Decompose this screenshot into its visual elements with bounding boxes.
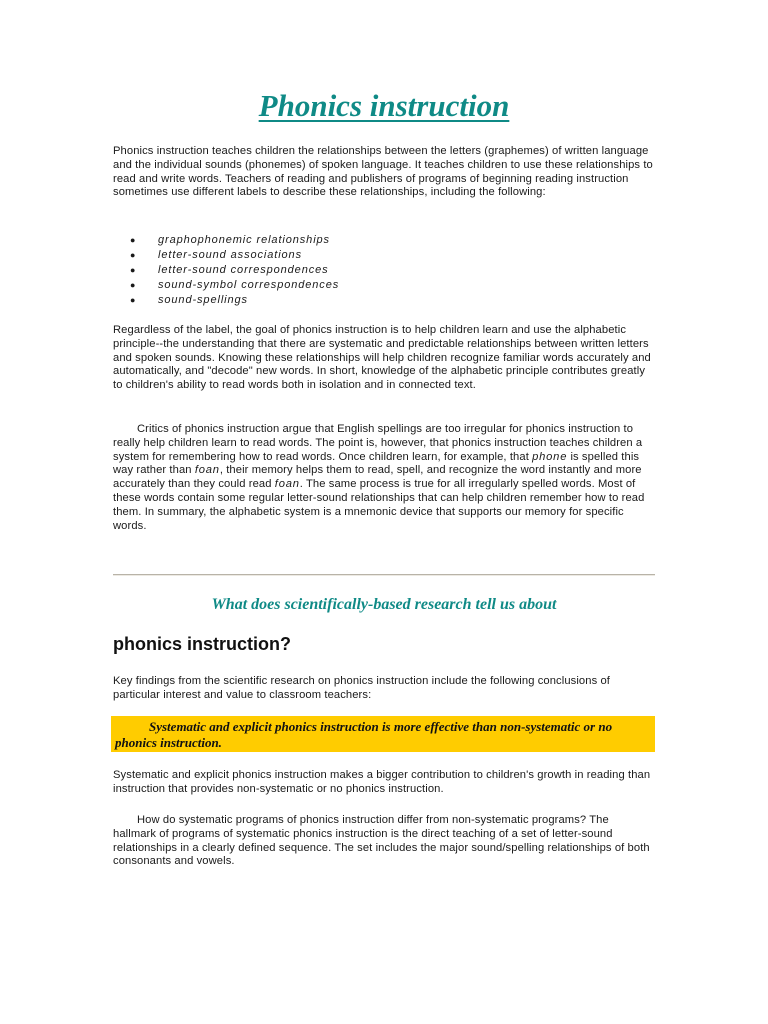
word-foan: foan (194, 464, 220, 477)
goal-paragraph: Regardless of the label, the goal of phonics instruction is to help children learn and use the alphabetic principle--the understanding that there are systematic and predictable relationships between written letters and spoken sounds. Knowing these relationships will help children recognize familiar words accurately and automatically, and "decode" new words. In short, knowledge of the alphabetic principle contributes greatly to children's ability to read words both in isolation and in connected text. (113, 324, 651, 392)
section-heading: phonics instruction? (113, 634, 291, 654)
section-subtitle: What does scientifically-based research tell us about (211, 596, 557, 613)
critics-text-4: . The same process is true for all irregularly spelled words. Most of these words contain some regular letter-sound relationships that can help children remember how to read them. In summary, the alphabetic system is a mnemonic device that supports our memory for specific words. (113, 478, 645, 532)
word-foan-2: foan (274, 478, 300, 491)
critics-text-2: is spelled this way rather than (113, 450, 640, 477)
page-title-text: Phonics instruction (258, 88, 510, 123)
word-phone: phone (532, 450, 568, 463)
list-item: ● sound-symbol correspondences (130, 278, 339, 293)
critics-paragraph (113, 423, 653, 533)
list-item: ● graphophonemic relationships (130, 233, 339, 248)
list-item: ● sound-spellings (130, 293, 339, 308)
highlighted-finding: Systematic and explicit phonics instruction is more effective than non-systematic or no phonics instruction. (111, 716, 655, 752)
label-list (130, 233, 339, 308)
intro-paragraph: Phonics instruction teaches children the relationships between the letters (graphemes) of written language and the individual sounds (phonemes) of spoken language. It teaches children to use these relationships to read and write words. Teachers of reading and publishers of programs of beginning reading instruction sometimes use different labels to describe these relationships, including the following: (113, 145, 653, 199)
critics-text-1: Critics of phonics instruction argue that English spellings are too irregular for phonics instruction to really help children learn to read words. The point is, however, that phonics instruction teaches children a system for remembering how to read words. Once children learn, for example, that (113, 423, 643, 463)
systematic-programs-paragraph: How do systematic programs of phonics instruction differ from non-systematic programs? The hallmark of programs of systematic phonics instruction is the direct teaching of a set of letter-sound relationships in a clearly defined sequence. The set includes the major sound/spelling relationships of both consonants and vowels. (113, 814, 650, 868)
key-findings-paragraph: Key findings from the scientific research on phonics instruction include the following conclusions of particular interest and value to classroom teachers: (113, 675, 611, 701)
critics-text-3: , their memory helps them to read, spell, and recognize the word instantly and more accurately than they could read (113, 464, 642, 491)
horizontal-divider (113, 574, 655, 576)
contribution-paragraph: Systematic and explicit phonics instruction makes a bigger contribution to children's growth in reading than instruction that provides non-systematic or no phonics instruction. (113, 769, 651, 795)
page-title (0, 88, 768, 124)
list-item: ● letter-sound correspondences (130, 263, 339, 278)
list-item: ● letter-sound associations (130, 248, 339, 263)
